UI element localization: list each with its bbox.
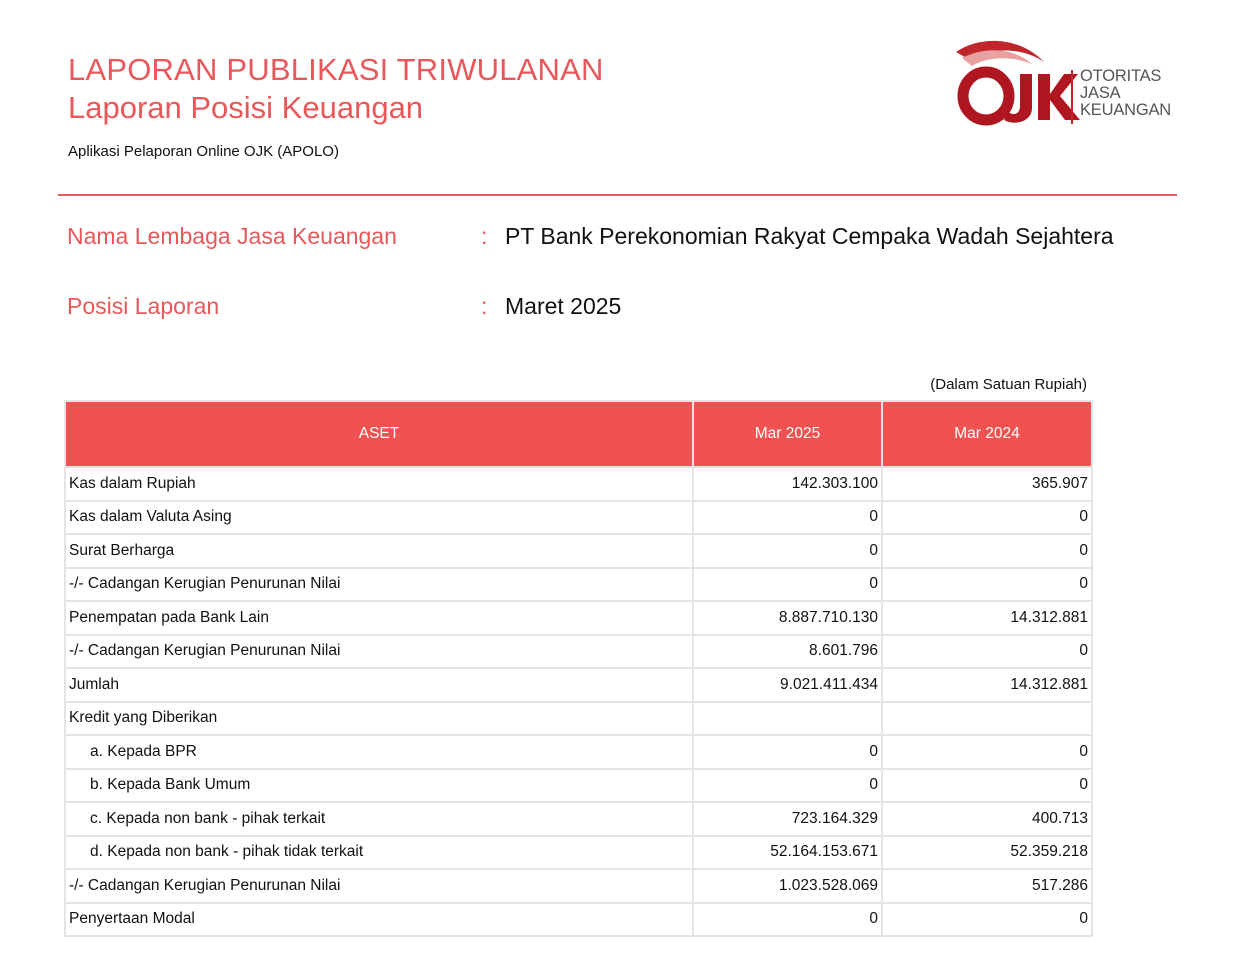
- table-row: [65, 869, 1092, 903]
- report-subtitle-title: Laporan Posisi Keuangan: [68, 90, 424, 125]
- institution-label: Nama Lembaga Jasa Keuangan: [67, 223, 397, 249]
- value-mar-2025: 1.023.528.069: [693, 869, 882, 903]
- table-row: [65, 601, 1092, 635]
- row-label: Kas dalam Valuta Asing: [65, 501, 693, 535]
- row-label: Surat Berharga: [65, 534, 693, 568]
- table-row: [65, 735, 1092, 769]
- value-mar-2024: 400.713: [882, 802, 1092, 836]
- row-label: Kredit yang Diberikan: [65, 702, 693, 736]
- institution-separator: :: [481, 223, 488, 249]
- table-row: [65, 836, 1092, 870]
- logo-wordmark: [1080, 68, 1171, 119]
- value-mar-2024: 0: [882, 635, 1092, 669]
- table-row: [65, 903, 1092, 937]
- logo-divider: [1071, 70, 1073, 124]
- position-label: Posisi Laporan: [67, 293, 220, 319]
- table-row: [65, 534, 1092, 568]
- logo-line-keuangan: KEUANGAN: [1080, 101, 1172, 119]
- value-mar-2025: 0: [693, 769, 882, 803]
- value-mar-2025: 0: [693, 501, 882, 535]
- header-aset: ASET: [65, 401, 693, 467]
- value-mar-2025: 0: [693, 903, 882, 937]
- institution-value: PT Bank Perekonomian Rakyat Cempaka Wadah Sejahtera: [505, 223, 1114, 249]
- value-mar-2025: 723.164.329: [693, 802, 882, 836]
- application-name: Aplikasi Pelaporan Online OJK (APOLO): [68, 143, 339, 160]
- value-mar-2025: 8.601.796: [693, 635, 882, 669]
- balance-sheet-table: [64, 400, 1093, 937]
- header-divider: [58, 194, 1177, 196]
- row-label: a. Kepada BPR: [65, 735, 693, 769]
- table-row: [65, 635, 1092, 669]
- value-mar-2024: 0: [882, 903, 1092, 937]
- report-title: LAPORAN PUBLIKASI TRIWULANAN: [68, 52, 604, 87]
- row-label: -/- Cadangan Kerugian Penurunan Nilai: [65, 869, 693, 903]
- row-label: -/- Cadangan Kerugian Penurunan Nilai: [65, 568, 693, 602]
- value-mar-2025: 8.887.710.130: [693, 601, 882, 635]
- row-label: c. Kepada non bank - pihak terkait: [65, 802, 693, 836]
- row-label: Kas dalam Rupiah: [65, 467, 693, 501]
- value-mar-2025: 142.303.100: [693, 467, 882, 501]
- position-value: Maret 2025: [505, 293, 622, 319]
- value-mar-2024: 517.286: [882, 869, 1092, 903]
- table-row: [65, 802, 1092, 836]
- row-label: Penyertaan Modal: [65, 903, 693, 937]
- value-mar-2025: 9.021.411.434: [693, 668, 882, 702]
- position-separator: :: [481, 293, 488, 319]
- table-row: [65, 501, 1092, 535]
- logo-line-otoritas: OTORITAS: [1080, 67, 1162, 85]
- value-mar-2024: 0: [882, 568, 1092, 602]
- table-row: [65, 568, 1092, 602]
- value-mar-2024: 52.359.218: [882, 836, 1092, 870]
- value-mar-2024: [882, 702, 1092, 736]
- header-mar-2024: Mar 2024: [882, 401, 1092, 467]
- row-label: Jumlah: [65, 668, 693, 702]
- value-mar-2024: 365.907: [882, 467, 1092, 501]
- value-mar-2025: [693, 702, 882, 736]
- row-label: b. Kepada Bank Umum: [65, 769, 693, 803]
- value-mar-2024: 0: [882, 735, 1092, 769]
- value-mar-2024: 0: [882, 769, 1092, 803]
- table-row: [65, 668, 1092, 702]
- unit-note: (Dalam Satuan Rupiah): [930, 376, 1087, 393]
- value-mar-2024: 14.312.881: [882, 668, 1092, 702]
- row-label: d. Kepada non bank - pihak tidak terkait: [65, 836, 693, 870]
- value-mar-2025: 0: [693, 534, 882, 568]
- row-label: Penempatan pada Bank Lain: [65, 601, 693, 635]
- row-label: -/- Cadangan Kerugian Penurunan Nilai: [65, 635, 693, 669]
- value-mar-2024: 14.312.881: [882, 601, 1092, 635]
- value-mar-2025: 0: [693, 735, 882, 769]
- table-row: [65, 769, 1092, 803]
- value-mar-2025: 52.164.153.671: [693, 836, 882, 870]
- header-mar-2025: Mar 2025: [693, 401, 882, 467]
- value-mar-2024: 0: [882, 501, 1092, 535]
- value-mar-2025: 0: [693, 568, 882, 602]
- table-row: [65, 702, 1092, 736]
- logo-line-jasa: JASA: [1080, 84, 1121, 102]
- table-row: [65, 467, 1092, 501]
- value-mar-2024: 0: [882, 534, 1092, 568]
- table-header-row: [65, 401, 1092, 467]
